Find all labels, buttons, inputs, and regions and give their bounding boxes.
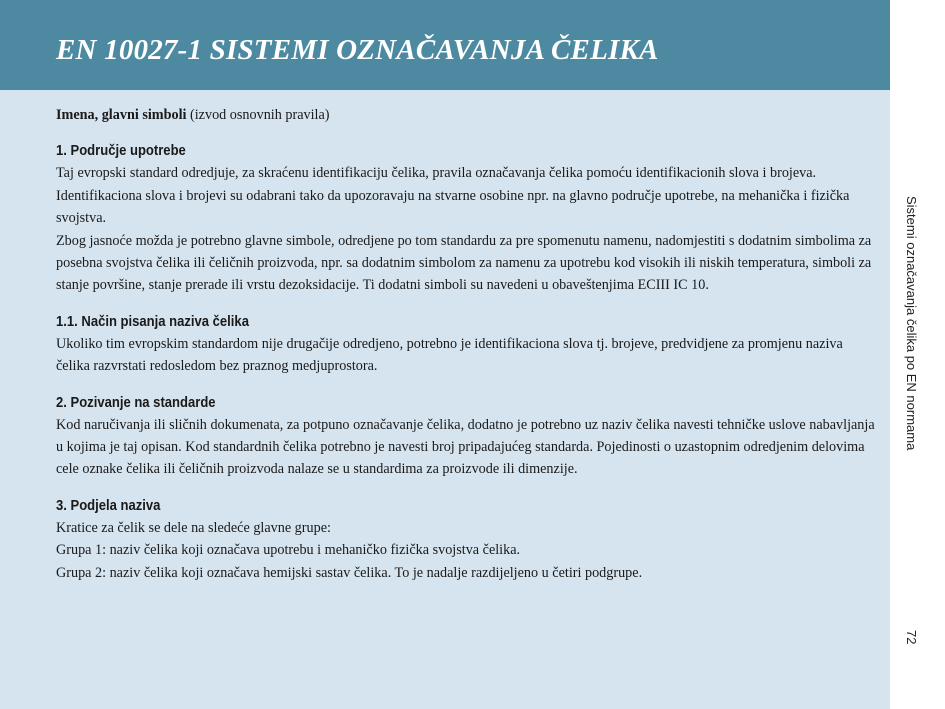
- paragraph: Grupa 1: naziv čelika koji označava upotrebu i mehaničko fizička svojstva čelika.: [56, 542, 521, 559]
- paragraph: Kratice za čelik se dele na sledeće glavne grupe:: [56, 519, 331, 536]
- side-running-title: Sistemi označavanja čelika po EN normama: [904, 196, 919, 451]
- paragraph: Grupa 2: naziv čelika koji označava hemijski sastav čelika. To je nadalje razdijeljeno u četiri podgrupe.: [56, 564, 643, 581]
- section-standards-reference: [56, 392, 876, 481]
- paragraph: Zbog jasnoće možda je potrebno glavne simbole, odredjene po tom standardu za pre spomenutu namenu, nadomjestiti s dodatnim simbolima za posebna svojstva čelika ili čeličnih proizvoda, npr. sa dodatnim simbolom za namenu za upotrebu kod visokih ili niskih temperatura, simboli za stanje površine, stanje prerade ili vrstu dezoksidacije. Ti dodatni simboli su navedeni u obaveštenjima ECIII IC 10.: [56, 232, 872, 294]
- page-number: 72: [904, 630, 919, 645]
- paragraph: Ukoliko tim evropskim standardom nije drugačije odredjeno, potrebno je identifikaciona slova tj. brojeve, predvidjene za promjenu naziva čelika razvrstati redosledom bez praznog medjuprostora.: [56, 335, 843, 375]
- page-title: EN 10027-1 SISTEMI OZNAČAVANJA ČELIKA: [56, 34, 659, 66]
- paragraph: Taj evropski standard odredjuje, za skraćenu identifikaciju čelika, pravila označavanja čelika pomoću identifikacionih slova i brojeva. Identifikaciona slova i brojevi su odabrani tako da upozoravaju na stvarne osobine npr. na glavno područje upotrebe, na mehanička i fizička svojstva.: [56, 165, 850, 227]
- header-banner: [0, 0, 890, 90]
- intro-line: [56, 104, 876, 126]
- section-name-division: [56, 495, 876, 584]
- section-heading: 1.1. Način pisanja naziva čelika: [56, 313, 249, 330]
- section-scope: [56, 140, 876, 296]
- section-naming-format: [56, 311, 876, 378]
- section-heading: 3. Podjela naziva: [56, 497, 161, 514]
- section-heading: 2. Pozivanje na standarde: [56, 394, 216, 411]
- document-body: [56, 104, 876, 598]
- intro-bold: Imena, glavni simboli: [56, 107, 187, 123]
- section-heading: 1. Područje upotrebe: [56, 143, 186, 160]
- intro-rest: (izvod osnovnih pravila): [186, 107, 330, 123]
- paragraph: Kod naručivanja ili sličnih dokumenata, za potpuno označavanje čelika, dodatno je potrebno uz naziv čelika navesti tehničke uslove nabavljanja u kojima je taj opisan. Kod standardnih čelika potrebno je navesti broj pripadajućeg standarda. Pojedinosti o uzastopnim odredjenim delovima cele oznake čelika ili čeličnih proizvoda nalaze se u standardima za proizvode ili dimenzije.: [56, 416, 875, 478]
